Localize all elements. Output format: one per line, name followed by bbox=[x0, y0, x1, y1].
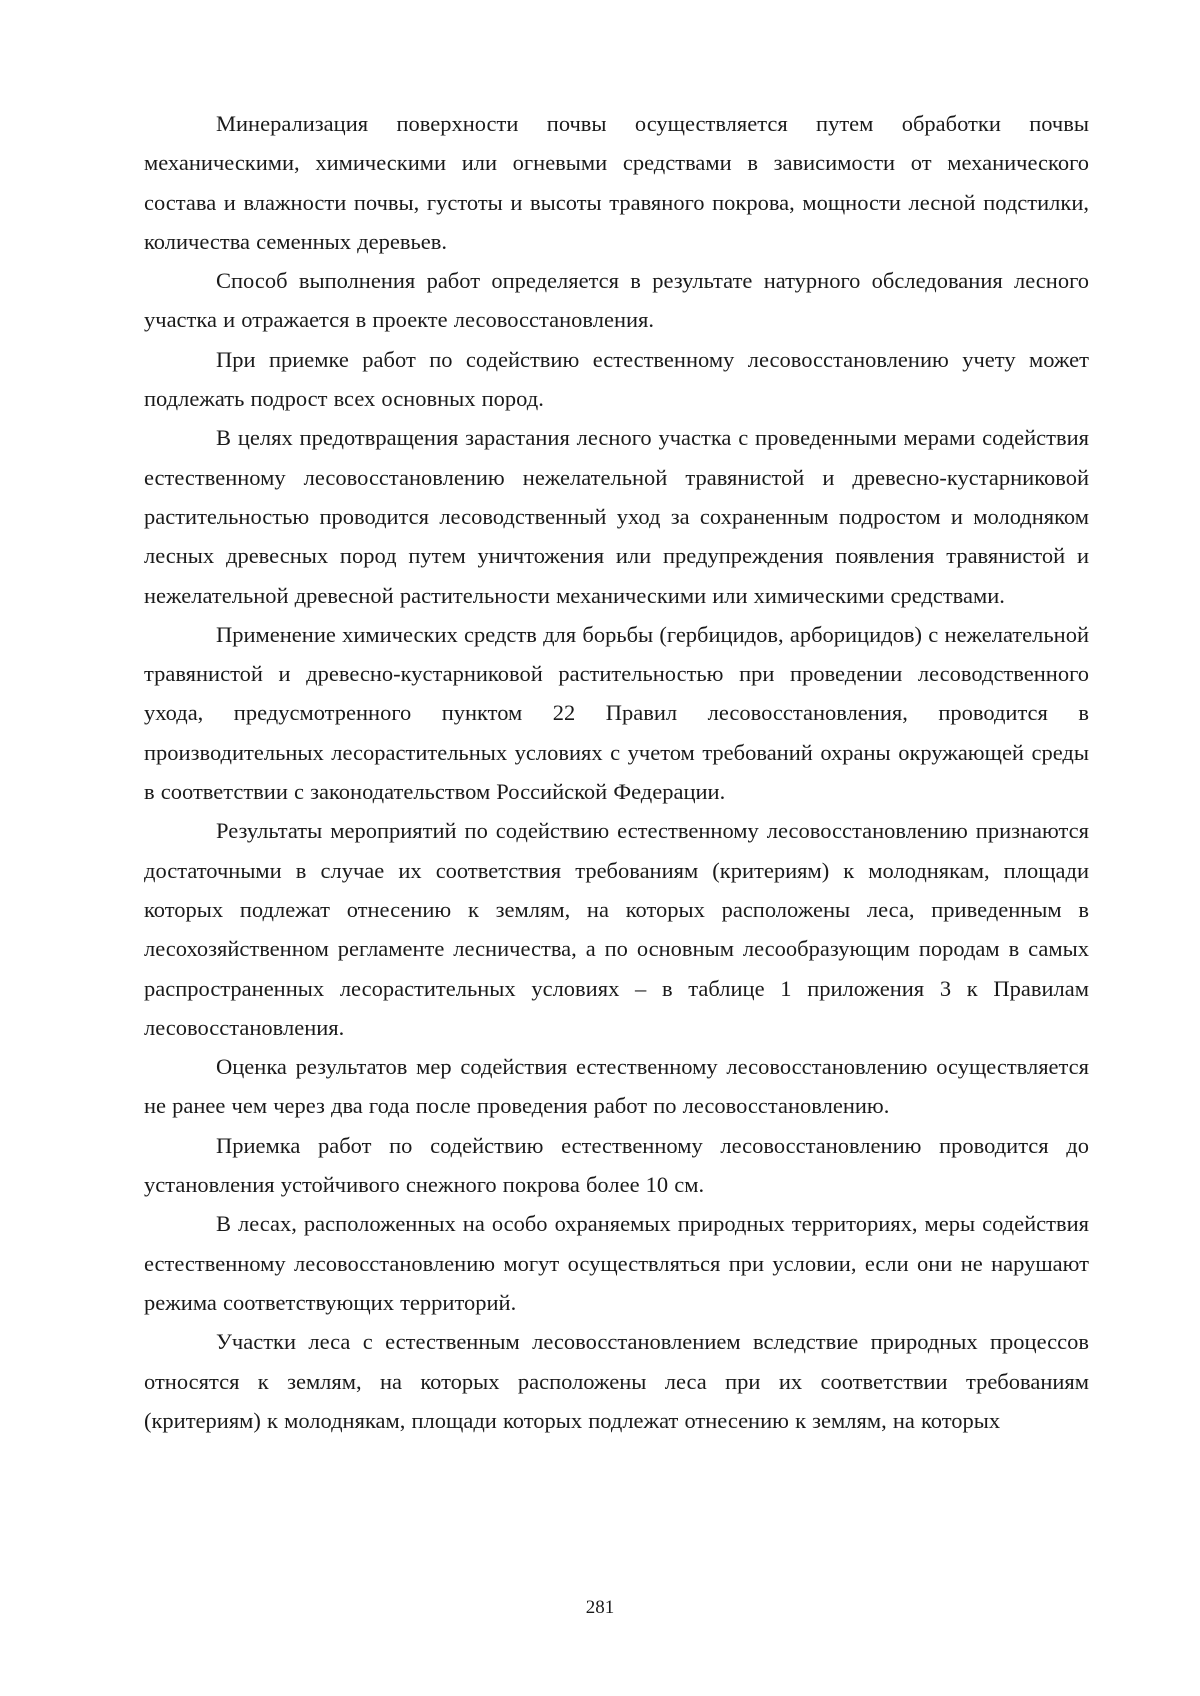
paragraph-overgrowth-prevention: В целях предотвращения зарастания лесного участка с проведенными мерами содействия естественному лесовосстановлению нежелательной травянистой и древесно-кустарниковой растительностью проводится лесоводственный уход за сохраненным подростом и молодняком лесных древесных пород путем уничтожения или предупреждения появления травянистой и нежелательной древесной растительности механическими или химическими средствами. bbox=[144, 425, 1089, 608]
paragraph-acceptance-snow: Приемка работ по содействию естественному лесовосстановлению проводится до установления устойчивого снежного покрова более 10 см. bbox=[144, 1132, 1089, 1198]
paragraph-mineralization: Минерализация поверхности почвы осуществляется путем обработки почвы механическими, химическими или огневыми средствами в зависимости от механического состава и влажности почвы, густоты и высоты травяного покрова, мощности лесной подстилки, количества семенных деревьев. bbox=[144, 111, 1089, 254]
paragraph-protected-areas: В лесах, расположенных на особо охраняемых природных территориях, меры содействия естественному лесовосстановлению могут осуществляться при условии, если они не нарушают режима соответствующих территорий. bbox=[144, 1211, 1089, 1315]
paragraph-acceptance-undergrowth: При приемке работ по содействию естественному лесовосстановлению учету может подлежать подрост всех основных пород. bbox=[144, 346, 1089, 412]
paragraph-work-method: Способ выполнения работ определяется в результате натурного обследования лесного участка и отражается в проекте лесовосстановления. bbox=[144, 268, 1089, 333]
paragraph-natural-regeneration: Участки леса с естественным лесовосстановлением вследствие природных процессов относятся к землям, на которых расположены леса при их соответствии требованиям (критериям) к молоднякам, площади которых подлежат отнесению к землям, на которых bbox=[144, 1329, 1089, 1433]
page-number: 281 bbox=[585, 1597, 615, 1618]
paragraph-chemical-means: Применение химических средств для борьбы (гербицидов, арборицидов) с нежелательной травянистой и древесно-кустарниковой растительностью при проведении лесоводственного ухода, предусмотренного пунктом 22 Правил лесовосстановления, проводится в производительных лесорастительных условиях с учетом требований охраны окружающей среды в соответствии с законодательством Российской Федерации. bbox=[144, 621, 1089, 805]
paragraph-results-sufficiency: Результаты мероприятий по содействию естественному лесовосстановлению признаются достаточными в случае их соответствия требованиям (критериям) к молоднякам, площади которых подлежат отнесению к землям, на которых расположены леса, приведенным в лесохозяйственном регламенте лесничества, а по основным лесообразующим породам в самых распространенных лесорастительных условиях – в таблице 1 приложения 3 к Правилам лесовосстановления. bbox=[144, 818, 1089, 1040]
paragraph-results-assessment: Оценка результатов мер содействия естественному лесовосстановлению осуществляется не ранее чем через два года после проведения работ по лесовосстановлению. bbox=[144, 1054, 1089, 1119]
body-text bbox=[144, 104, 1089, 1440]
